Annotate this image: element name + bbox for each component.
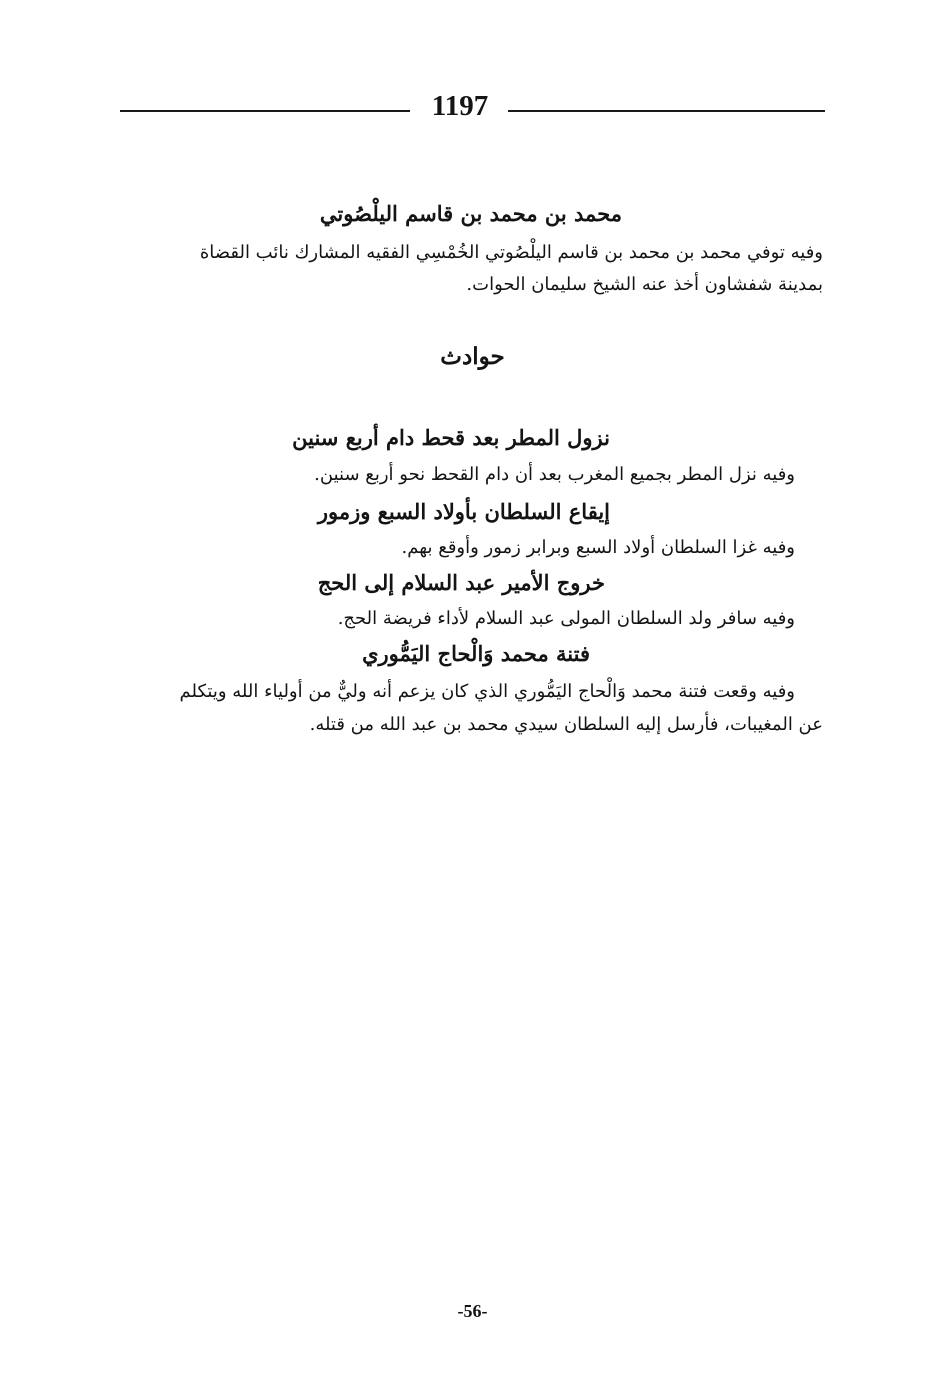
event-line-hajj: وفيه سافر ولد السلطان المولى عبد السلام لأداء فريضة الحج. xyxy=(337,608,795,629)
event-title-hajj: خروج الأمير عبد السلام إلى الحج xyxy=(317,570,605,595)
year-number: 1197 xyxy=(431,90,489,122)
page-number: -56- xyxy=(457,1301,488,1321)
events-heading: حوادث xyxy=(440,343,505,370)
year-header xyxy=(120,86,825,126)
event-title-rain: نزول المطر بعد قحط دام أربع سنين xyxy=(292,425,610,450)
event-title-sedition: فتنة محمد وَالْحاج اليَمُّوري xyxy=(362,641,590,666)
biography-line-1: وفيه توفي محمد بن محمد بن قاسم اليلْصُوتي الخُمْسِي الفقيه المشارك نائب القضاة xyxy=(199,242,823,263)
event-line-campaign: وفيه غزا السلطان أولاد السبع وبرابر زمور وأوقع بهم. xyxy=(401,537,795,558)
biography-line-2: بمدينة شفشاون أخذ عنه الشيخ سليمان الحوات. xyxy=(466,274,823,295)
event-line-sedition-2: عن المغيبات، فأرسل إليه السلطان سيدي محمد بن عبد الله من قتله. xyxy=(309,714,823,735)
event-line-rain: وفيه نزل المطر بجميع المغرب بعد أن دام القحط نحو أربع سنين. xyxy=(314,464,795,485)
event-line-sedition-1: وفيه وقعت فتنة محمد وَالْحاج اليَمُّوري الذي كان يزعم أنه وليٌّ من أولياء الله ويتكلم xyxy=(179,681,795,702)
header-rule-right xyxy=(508,110,825,112)
event-title-campaign: إيقاع السلطان بأولاد السبع وزمور xyxy=(317,499,610,524)
biography-title: محمد بن محمد بن قاسم اليلْصُوتي xyxy=(319,201,622,226)
header-rule-left xyxy=(120,110,410,112)
